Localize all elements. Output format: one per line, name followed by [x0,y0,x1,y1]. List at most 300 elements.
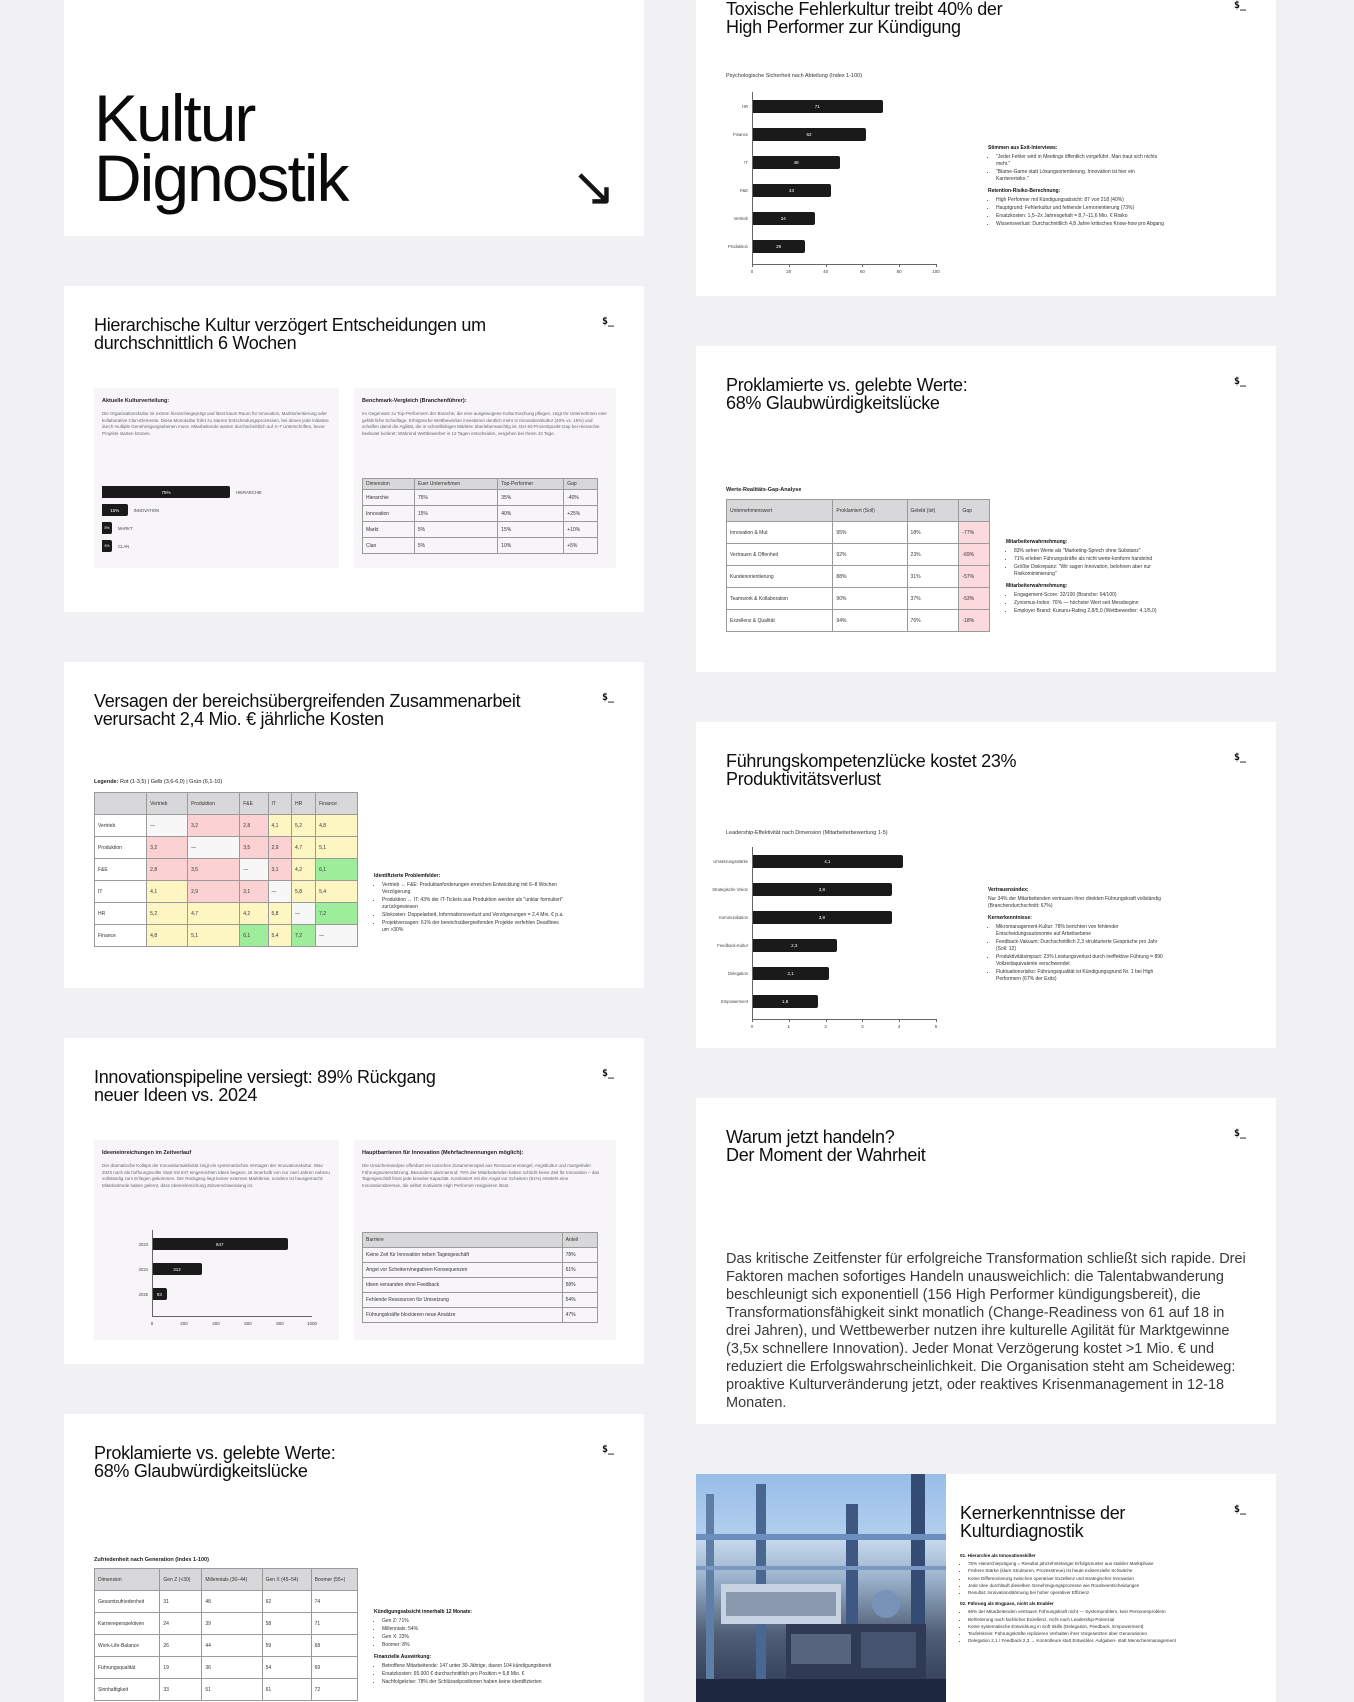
table-cell: Hierarchie [363,490,415,506]
table-row [363,506,598,522]
table-header-cell: Gelebt (Ist) [907,500,959,522]
table-cell: 3,2 [188,815,240,837]
table-cell: 90% [833,588,907,610]
table-row [95,1679,358,1701]
notes-item: • "Blame-Game statt Lösungsorientierung. Innovation ist hier ein Karriererisiko." [996,169,1168,183]
notes-item: • Fluktuationsrisiko: Führungsqualität ist Kündigungsgrund Nr. 1 bei High Performern (67% der Exits) [996,969,1168,983]
table-cell: 5,8 [268,903,292,925]
culture-bar [102,504,128,516]
bar-category-label: CLAN [118,544,130,549]
notes-list [988,197,1168,228]
table-cell: — [147,815,188,837]
bar-value-label: 48 [793,160,799,165]
table-cell: 44 [202,1635,262,1657]
value-bar [752,184,831,197]
bar-category-label: Feedback-Kultur [717,943,748,948]
notes-heading: Retention-Risiko-Berechnung: [988,188,1061,194]
table-cell: 39 [202,1613,262,1635]
culture-bar [102,486,230,498]
notes-item: • Resultat: Innovationslähmung bei hoher operativer Effizienz [968,1590,1250,1596]
table-cell: Sinnhaftigkeit [95,1679,160,1701]
panel-benchmark [354,388,616,568]
bar-category-label: Empowerment [721,999,748,1004]
bar-value-label: 3,8 [818,915,826,920]
x-tick-mark [936,264,937,267]
table-cell: 4,8 [316,815,358,837]
table-cell: 3,1 [268,859,292,881]
table-cell: Führungskräfte blockieren neue Ansätze [363,1308,563,1323]
notes-item: • Frühere Stärke (klare Strukturen, Prozesstreue) ist heute existenzielle Schwäche [968,1568,1250,1574]
bar-value-label: 4,1 [824,859,831,864]
bar-value-label: 1,8 [781,999,789,1004]
table-cell: 6,1 [240,925,268,947]
table-cell: 72 [311,1679,357,1701]
table-cell: 37% [907,588,959,610]
panel-culture-distribution [94,388,339,568]
table-header-cell: Dimension [363,479,415,490]
slide-hierarchy [64,286,644,612]
slide-title: Proklamierte vs. gelebte Werte: 68% Glaubwürdigkeitslücke [94,1443,336,1481]
table-row [363,1263,598,1278]
x-tick-label: 1 [787,1024,791,1029]
table-cell: Work-Life-Balance [95,1635,160,1657]
table-cell: 24 [160,1613,202,1635]
slide-title: Innovationspipeline versiegt: 89% Rückgang neuer Ideen vs. 2024 [94,1067,436,1105]
table-cell: Produktion [95,837,147,859]
bar-category-label: HIERARCHIE [236,490,262,495]
table-cell: 92% [833,544,907,566]
table-cell: Ideen versanden ohne Feedback [363,1278,563,1293]
table-cell: Karriereperspektiven [95,1613,160,1635]
table-cell: 3,1 [240,881,268,903]
table-cell: 76% [907,610,959,632]
table-cell: 23% [907,544,959,566]
table-header-cell: Proklamiert (Soll) [833,500,907,522]
table-cell: 15% [498,522,564,538]
table-cell: 36 [202,1657,262,1679]
y-axis [752,92,753,264]
x-tick-label: 1000 [306,1321,318,1326]
table-cell: Vertrieb [95,815,147,837]
table-cell: Fehlende Ressourcen für Umsetzung [363,1293,563,1308]
slide-why-now [696,1098,1276,1424]
table-header-cell: Anteil [562,1233,597,1248]
table-cell: F&E [95,859,147,881]
exit-interview-notes [988,140,1168,229]
table-header-cell: IT [268,793,292,815]
table-cell: 2,9 [268,837,292,859]
x-tick-mark [862,264,863,267]
table-cell: Clan [363,538,415,554]
bar-value-label: 2,3 [791,943,798,948]
slide-innovation [64,1038,644,1364]
value-bar [752,212,815,225]
brand-logo: $_ [1233,752,1246,763]
table-row [95,815,358,837]
notes-item: • Nachfolgekrise: 78% der Schlüsselpositionen haben keine identifizierten [382,1679,614,1686]
bar-category-label: Finance [733,132,748,137]
notes-item: • Größte Diskrepanz: "Wir sagen Innovation, belohnen aber nur Risikominimierung" [1014,564,1186,578]
slide-title: Versagen der bereichsübergreifenden Zusammenarbeit verursacht 2,4 Mio. € jährliche Kosten [94,691,521,729]
brand-logo: $_ [601,316,614,327]
bar-category-label: F&E [739,188,748,193]
slide-values-gap [696,346,1276,672]
table-cell: 19 [160,1657,202,1679]
notes-item: • Keine Differenzierung zwischen operativer Exzellenz und strategischer Innovation [968,1576,1250,1582]
table-cell: 10% [498,538,564,554]
x-tick-label: 40 [823,269,829,274]
bar-value-label: 5% [104,526,110,530]
table-cell: — [292,903,316,925]
table-cell: -57% [959,566,990,588]
table-cell: Exzellenz & Qualität [727,610,833,632]
notes-list [374,1618,614,1649]
table-cell: — [268,881,292,903]
notes-list [988,154,1168,183]
notes-item: • Ersatzkosten: 65.000 € durchschnittlich pro Position = 6,8 Mio. € [382,1671,614,1678]
notes-item: • 75% Hierarchieprägung = Resultat jahrzehntelanger Erfolgsmuster aus stabiler Marktphase [968,1561,1250,1567]
table-header-cell: Gen X (45–54) [262,1569,311,1591]
x-tick-label: 2 [824,1024,827,1029]
brand-logo: $_ [601,1068,614,1079]
x-tick-label: 3 [861,1024,864,1029]
x-tick-mark [752,264,753,267]
table-heading: Werte-Realitäts-Gap-Analyse [726,487,802,493]
collaboration-heatmap [94,792,358,947]
benchmark-table [362,478,598,554]
bar-category-label: INNOVATION [133,508,160,513]
table-row [363,522,598,538]
panel-idea-submissions [94,1140,339,1340]
problem-notes [374,868,564,935]
table-cell: 7,2 [292,925,316,947]
notes-item: • Millennials: 54% [382,1626,614,1633]
table-cell: 5,8 [292,881,316,903]
table-cell: 58% [562,1278,597,1293]
table-cell: 5,1 [188,925,240,947]
table-cell: 5,1 [316,837,358,859]
bar-category-label: MARKT [118,526,133,531]
notes-item: • Teufelskreis: Führungskräfte replizieren Verhalten ihrer Vorgesetzten über Generationen [968,1631,1250,1637]
table-cell: 35% [498,490,564,506]
table-cell: 7,2 [316,903,358,925]
table-header-cell: Gap [564,479,598,490]
table-header-cell: Gap [959,500,990,522]
bar-value-label: 62 [806,132,812,137]
x-tick-label: 400 [212,1321,220,1326]
table-cell: 69 [311,1657,357,1679]
slide-key-findings [696,1474,1276,1702]
bar-category-label: Delegation [727,971,748,976]
year-label: 2025 [138,1292,148,1297]
slide-leadership [696,722,1276,1048]
table-header-cell: Gen Z (<30) [160,1569,202,1591]
notes-list [374,1663,614,1686]
x-tick-mark [826,264,827,267]
table-row [95,903,358,925]
notes-heading: Finanzielle Auswirkung: [374,1654,432,1660]
table-cell: 15% [414,506,497,522]
panel-heading: Hauptbarrieren für Innovation (Mehrfachnennungen möglich): [362,1150,524,1156]
table-cell: -77% [959,522,990,544]
x-axis [752,1019,936,1020]
bar-value-label: 93 [156,1291,162,1297]
slide-title: Toxische Fehlerkultur treibt 40% der High Performer zur Kündigung [726,0,1003,37]
table-header-cell: Finance [316,793,358,815]
notes-item: • Zynismus-Index: 76% — höchster Wert seit Messbeginn [1014,600,1186,607]
table-header-cell: Vertrieb [147,793,188,815]
brand-logo: $_ [1233,376,1246,387]
notes-list [374,882,564,934]
table-header-cell: F&E [240,793,268,815]
table-cell: HR [95,903,147,925]
notes-item: • Jede Idee durchläuft dieselben Genehmigungsprozesse wie Routineentscheidungen [968,1583,1250,1589]
table-cell: 4,2 [292,859,316,881]
table-cell: 48 [202,1591,262,1613]
panel-text: Die Ursachenanalyse offenbart ein toxisches Zusammenspiel aus Ressourcenmangel, Angstkultur und mangelnder Führungsunterstützung. Besonders alarmierend: 78% der Mitarbeitenden haben schlicht keine Zeit für Innovation – das Tagesgeschäft frisst jede kreative Kapazität. Kombiniert mit der Angst vor Scheitern (61%) entsteht eine Innovationsbremse, die selbst motivierte High Performer resignieren lässt. [362,1163,600,1188]
table-header-row [727,500,990,522]
table-cell: 4,7 [188,903,240,925]
notes-item: • Gen X: 23% [382,1634,614,1641]
table-header-row [363,1233,598,1248]
notes-item: • Produktion ↔ IT: 43% der IT-Tickets aus Produktion werden als "unklar formuliert" zurückgewiesen [382,897,564,911]
table-cell: 54 [262,1657,311,1679]
notes-item: • Beförderung nach fachlicher Exzellenz, nicht nach Leadership-Potenzial [968,1617,1250,1623]
barriers-table [362,1232,598,1323]
notes-list [1006,548,1186,578]
notes-item: • 71% erleben Führungskräfte als nicht werte-konform handelnd [1014,556,1186,563]
table-cell: Gesamtzufriedenheit [95,1591,160,1613]
table-cell: 58 [262,1613,311,1635]
notes-list [960,1609,1250,1644]
table-cell: 4,2 [240,903,268,925]
table-header-row [95,793,358,815]
table-cell: 2,9 [188,881,240,903]
table-row [363,1278,598,1293]
table-cell: 5% [414,538,497,554]
bar-value-label: 3,8 [818,887,826,892]
culture-bar [102,540,112,552]
bar-category-label: Produktion [727,244,748,249]
notes-heading: 02. Führung als Engpass, nicht als Enabler [960,1601,1054,1607]
brand-logo: $_ [1233,1504,1246,1515]
table-cell: 2,8 [147,859,188,881]
table-cell: Angst vor Scheitern/negativen Konsequenzen [363,1263,563,1278]
brand-logo: $_ [601,1444,614,1455]
notes-list [960,1561,1250,1596]
bar-category-label: Kommunikation [719,915,748,920]
table-cell: 94% [833,610,907,632]
notes-item: • Engagement-Score: 32/100 (Branche: 64/100) [1014,592,1186,599]
x-tick-label: 4 [897,1024,901,1029]
bar-category-label: Vertrieb [733,216,748,221]
panel-heading: Benchmark-Vergleich (Branchenführer): [362,398,467,404]
notes-item: • 66% der Mitarbeitenden vertrauen Führungskraft nicht — Systemproblem, kein Personenproblem [968,1609,1250,1615]
values-notes [1006,534,1186,616]
value-bar [752,855,903,868]
bar-value-label: 75% [161,489,171,495]
table-cell: 5,4 [316,881,358,903]
generation-table [94,1568,358,1701]
notes-heading: Mitarbeiterwahrnehmung: [1006,583,1068,589]
table-cell: Keine Zeit für Innovation neben Tagesgeschäft [363,1248,563,1263]
notes-item: • Wissensverlust: Durchschnittlich 4,8 Jahre kritisches Know-how pro Abgang [996,221,1168,228]
notes-item: • 83% sehen Werte als "Marketing-Sprech ohne Substanz" [1014,548,1186,555]
year-label: 2023 [138,1242,148,1247]
notes-item: • Employer Brand: Kununu-Rating 2,8/5,0 (Wettbewerber: 4,1/5,0) [1014,608,1186,615]
slide-title: Kernerkenntnisse der Kulturdiagnostik [960,1503,1126,1541]
table-row [95,1657,358,1679]
why-now-text: Das kritische Zeitfenster für erfolgreiche Transformation schließt sich rapide. Drei Faktoren machen sofortiges Handeln unausweichlich: die Talentabwanderung beschleunigt sich exponentiell (156 High Performer kündigungsbereit), die Transformationsfähigkeit sinkt monatlich (Change-Readiness von 61 auf 18 in drei Jahren), und Wettbewerber nutzen ihre kulturelle Agilität für Marktgewinne (3,5x schnellere Innovation). Jeder Monat Verzögerung kostet >1 Mio. € und reduziert die Erfolgswahrscheinlichkeit. Die Organisation steht am Scheideweg: proaktive Kulturveränderung jetzt, oder reaktives Krisenmanagement in 12-18 Monaten. [726,1251,1246,1411]
x-tick-label: 20 [786,269,792,274]
slide-error-culture [696,0,1276,296]
panel-heading: Aktuelle Kulturverteilung: [102,398,170,404]
x-tick-mark [899,1019,900,1022]
culture-bar [102,522,112,534]
notes-item: • "Jeder Fehler wird in Meetings öffentlich vorgeführt. Man traut sich nichts mehr." [996,154,1168,168]
table-cell: -53% [959,588,990,610]
notes-item: • Vertrieb ↔ F&E: Produktanforderungen erreichen Entwicklung mit 6–8 Wochen Verzögerung [382,882,564,896]
table-cell: 5,2 [292,815,316,837]
table-header-cell: Dimension [95,1569,160,1591]
bar-category-label: Umsetzungsstärke [713,859,748,864]
table-cell: — [316,925,358,947]
notes-item: • Hauptgrund: Fehlerkultur und fehlende Lernorientierung (73%) [996,205,1168,212]
table-cell: — [188,837,240,859]
table-header-cell: Unternehmenswert [727,500,833,522]
arrow-down-right-icon[interactable]: ↘ [570,157,616,217]
table-cell: 88% [833,566,907,588]
x-tick-mark [899,264,900,267]
table-cell: 4,1 [147,881,188,903]
table-cell: 68 [311,1635,357,1657]
x-tick-mark [789,264,790,267]
panel-barriers [354,1140,616,1340]
notes-item: • High Performer mit Kündigungsabsicht: 87 von 218 (40%) [996,197,1168,204]
slide-collaboration [64,662,644,988]
table-cell: 31 [160,1591,202,1613]
table-row [727,522,990,544]
notes-list [1006,592,1186,615]
table-cell: -18% [959,610,990,632]
bar-value-label: 5% [104,544,110,548]
leadership-notes [988,882,1168,984]
x-tick-label: 0 [750,1024,754,1029]
notes-heading: Mitarbeiterwahrnehmung: [1006,539,1068,545]
table-cell: 4,7 [292,837,316,859]
value-bar [752,156,840,169]
x-tick-mark [826,1019,827,1022]
x-tick-label: 80 [896,269,902,274]
table-cell: Markt [363,522,415,538]
x-tick-label: 60 [859,269,865,274]
brand-logo: $_ [1233,0,1246,11]
table-cell: 71 [311,1613,357,1635]
table-cell: 61% [562,1263,597,1278]
notes-item: • Gen Z: 71% [382,1618,614,1625]
table-cell: 51 [202,1679,262,1701]
slide-title: Proklamierte vs. gelebte Werte: 68% Glaubwürdigkeitslücke [726,375,968,413]
notes-heading: Identifizierte Problemfelder: [374,873,441,879]
x-tick-mark [789,1019,790,1022]
table-header-row [363,479,598,490]
notes-item: • Produktivitätsimpact: 23% Leistungsverlust durch ineffektive Führung = 890 Vollzeitäquivalente verschwendet [996,954,1168,968]
table-cell: Vertrauen & Offenheit [727,544,833,566]
panel-text: Die Organisationskultur ist extrem hierarchiegeprägt und lässt kaum Raum für Innovation, Marktorientierung oder kollaborative Clan-Elemente. Diese Monokultur führt zu starren Entscheidungsprozessen, bei denen jede Initiative durch multiple Genehmigungsebenen muss. Mitarbeitende warten durchschnittlich auf 4–7 Unterschriften, bevor Projekte starten können. [102,411,329,436]
x-tick-label: 100 [932,269,940,274]
value-bar [752,128,866,141]
heatmap-legend: Legende: Rot (1-3,5) | Gelb (3,6-6,0) | Grün (6,1-10) [94,779,223,785]
generation-notes [374,1604,614,1687]
value-bar [752,939,837,952]
bar-value-label: 2,1 [787,971,794,976]
value-bar [752,240,805,253]
table-heading: Zufriedenheit nach Generation (Index 1-100) [94,1557,209,1563]
value-bar [752,100,883,113]
table-cell: 4,8 [147,925,188,947]
bar-value-label: 847 [216,1241,224,1247]
table-cell: IT [95,881,147,903]
notes-heading: Kündigungsabsicht innerhalb 12 Monate: [374,1609,473,1615]
x-tick-label: 5 [934,1024,938,1029]
cover-title: Kultur Dignostik [94,81,348,215]
table-cell: 62 [262,1591,311,1613]
table-cell: 75% [414,490,497,506]
table-row [363,1248,598,1263]
notes-item: • Boomer: 8% [382,1642,614,1649]
table-row [363,490,598,506]
value-bar [752,911,892,924]
table-cell: 5% [414,522,497,538]
year-label: 2024 [138,1267,148,1272]
notes-heading: Kernerkenntnisse: [988,915,1032,921]
table-cell: +10% [564,522,598,538]
table-cell: Führungsqualität [95,1657,160,1679]
slide-title: Hierarchische Kultur verzögert Entscheidungen um durchschnittlich 6 Wochen [94,315,486,353]
table-header-cell: Boomer (55+) [311,1569,357,1591]
x-tick-label: 200 [180,1321,188,1326]
notes-item: • Ersatzkosten: 1,5–2x Jahresgehalt = 8,7–11,6 Mio. € Risiko [996,213,1168,220]
x-tick-label: 600 [244,1321,252,1326]
table-row [727,588,990,610]
table-cell: 5,4 [268,925,292,947]
table-header-cell: Barriere [363,1233,563,1248]
table-row [95,1591,358,1613]
table-cell: +5% [564,538,598,554]
table-row [363,538,598,554]
notes-item: • Keine systematische Entwicklung in Soft Skills (Delegation, Feedback, Empowerment) [968,1624,1250,1630]
bar-value-label: 312 [173,1266,181,1272]
table-row [95,925,358,947]
notes-item: • Silokosten: Doppelarbeit, Informationsverlust und Verzögerungen = 2,4 Mio. € p.a. [382,912,564,919]
chart-heading: Psychologische Sicherheit nach Abteilung (Index 1-100) [726,73,863,79]
table-cell: 95% [833,522,907,544]
table-cell: 6,1 [316,859,358,881]
table-header-cell: Euer Unternehmen [414,479,497,490]
table-row [363,1308,598,1323]
idea-bar [152,1238,288,1250]
bar-value-label: 29 [776,244,782,249]
slide-title: Warum jetzt handeln? Der Moment der Wahrheit [726,1127,926,1165]
table-row [727,566,990,588]
notes-item: • Mikromanagement-Kultur: 78% berichten von fehlender Entscheidungsautonomie auf Arbeitsebene [996,924,1168,938]
factory-image [696,1474,946,1702]
y-axis [752,847,753,1019]
table-cell: 74 [311,1591,357,1613]
table-header-cell: HR [292,793,316,815]
bar-category-label: IT [744,160,748,165]
notes-item: • Delegation 2,1 / Feedback 2,3 → Kontrolleure statt Entwickler, Aufgaben- statt Menschenmanagement [968,1638,1250,1644]
